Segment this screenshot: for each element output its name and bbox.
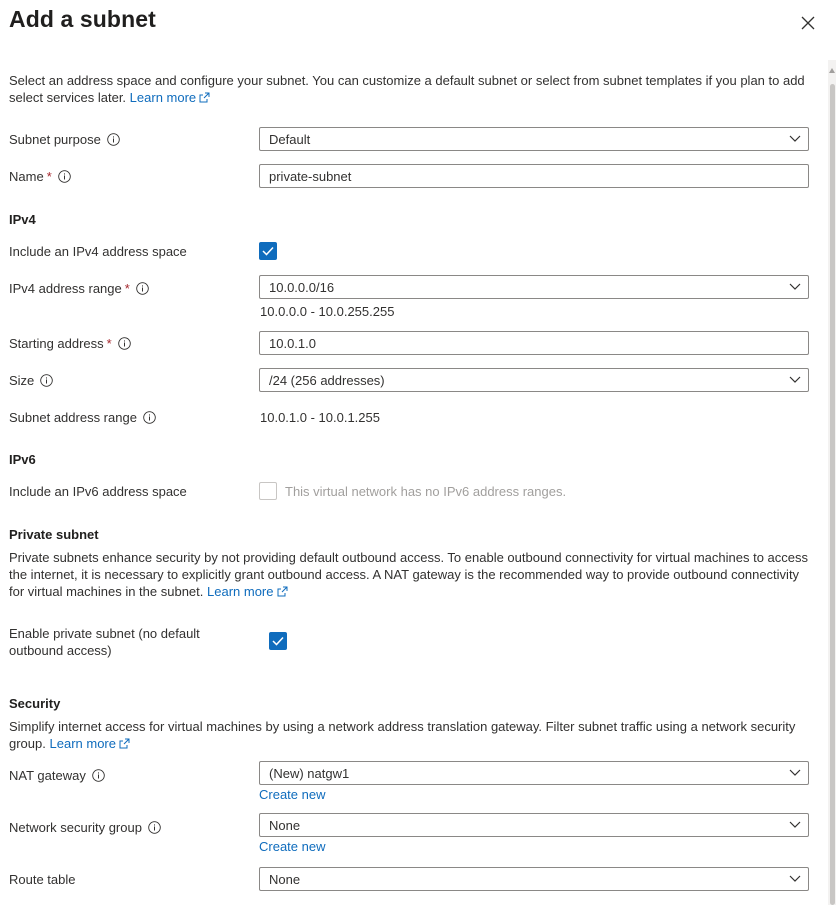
nat-gateway-value: (New) natgw1 xyxy=(269,765,350,781)
subnet-address-range-label-text: Subnet address range xyxy=(9,410,137,425)
include-ipv6-checkbox xyxy=(259,482,277,500)
checkmark-icon xyxy=(272,636,284,646)
starting-address-label-text: Starting address xyxy=(9,336,104,351)
subnet-purpose-label xyxy=(9,131,120,148)
private-subnet-learn-more-link[interactable] xyxy=(207,584,287,599)
info-icon[interactable] xyxy=(143,411,156,424)
chevron-down-icon xyxy=(789,769,801,777)
enable-private-subnet-label xyxy=(9,625,224,659)
include-ipv4-label-text: Include an IPv4 address space xyxy=(9,244,187,259)
nat-gateway-label xyxy=(9,767,105,784)
info-icon[interactable] xyxy=(40,374,53,387)
required-marker: * xyxy=(124,281,130,296)
ipv4-range-hint: 10.0.0.0 - 10.0.255.255 xyxy=(260,304,395,319)
intro-text: Select an address space and configure your subnet. You can customize a default subnet or select from subnet templates if you plan to add select services later. xyxy=(9,73,805,105)
nsg-create-new-link[interactable]: Create new xyxy=(259,839,326,854)
nat-create-new-link[interactable]: Create new xyxy=(259,787,326,802)
size-label-text: Size xyxy=(9,373,35,388)
ipv6-disabled-text: This virtual network has no IPv6 address ranges. xyxy=(285,484,567,499)
include-ipv4-checkbox[interactable] xyxy=(259,242,277,260)
route-table-dropdown[interactable] xyxy=(259,867,809,891)
private-subnet-heading: Private subnet xyxy=(9,527,99,542)
security-heading: Security xyxy=(9,696,61,711)
enable-private-subnet-checkbox[interactable] xyxy=(269,632,287,650)
subnet-address-range-value: 10.0.1.0 - 10.0.1.255 xyxy=(260,410,380,425)
name-label xyxy=(9,168,71,185)
close-icon xyxy=(801,16,815,30)
starting-address-input[interactable] xyxy=(259,331,809,355)
subnet-purpose-dropdown[interactable] xyxy=(259,127,809,151)
route-table-label-text: Route table xyxy=(9,872,76,887)
starting-address-value: 10.0.1.0 xyxy=(269,335,316,351)
ipv4-heading: IPv4 xyxy=(9,212,36,227)
ipv4-range-dropdown[interactable] xyxy=(259,275,809,299)
nat-gateway-dropdown[interactable] xyxy=(259,761,809,785)
info-icon[interactable] xyxy=(107,133,120,146)
intro-paragraph xyxy=(9,72,809,106)
name-value: private-subnet xyxy=(269,168,352,184)
scrollbar-thumb[interactable] xyxy=(830,84,835,905)
info-icon[interactable] xyxy=(136,282,149,295)
intro-learn-more-link[interactable] xyxy=(130,90,210,105)
include-ipv6-label-text: Include an IPv6 address space xyxy=(9,484,187,499)
size-dropdown[interactable] xyxy=(259,368,809,392)
size-value: /24 (256 addresses) xyxy=(269,372,385,388)
scroll-up-arrow[interactable] xyxy=(829,68,835,73)
enable-private-subnet-label-text: Enable private subnet (no default outbound access) xyxy=(9,626,200,658)
chevron-down-icon xyxy=(789,875,801,883)
info-icon[interactable] xyxy=(58,170,71,183)
nsg-label xyxy=(9,819,161,836)
route-table-value: None xyxy=(269,871,301,887)
security-description: Simplify internet access for virtual machines by using a network address translation gateway. Filter subnet traffic using a network security group. xyxy=(9,719,796,751)
starting-address-label xyxy=(9,335,131,352)
ipv4-range-label xyxy=(9,280,149,297)
info-icon[interactable] xyxy=(92,769,105,782)
nat-gateway-label-text: NAT gateway xyxy=(9,768,86,783)
ipv6-heading: IPv6 xyxy=(9,452,36,467)
ipv4-range-value: 10.0.0.0/16 xyxy=(269,279,335,295)
private-subnet-description: Private subnets enhance security by not providing default outbound access. To enable outbound connectivity for virtual machines to access the internet, it is necessary to explicitly grant outbound access. A NAT gateway is the recommended way to provide outbound connectivity for virtual machines in the subnet. xyxy=(9,550,809,599)
name-input[interactable] xyxy=(259,164,809,188)
private-subnet-paragraph xyxy=(9,549,817,600)
chevron-down-icon xyxy=(789,135,801,143)
route-table-label xyxy=(9,871,76,888)
required-marker: * xyxy=(46,169,52,184)
checkmark-icon xyxy=(262,246,274,256)
nsg-label-text: Network security group xyxy=(9,820,142,835)
security-learn-more-link[interactable] xyxy=(50,736,130,751)
name-label-text: Name xyxy=(9,169,44,184)
panel-title: Add a subnet xyxy=(9,6,156,32)
info-icon[interactable] xyxy=(118,337,131,350)
required-marker: * xyxy=(106,336,112,351)
chevron-down-icon xyxy=(789,376,801,384)
nsg-dropdown[interactable] xyxy=(259,813,809,837)
security-learn-more-label: Learn more xyxy=(49,736,116,751)
subnet-address-range-label xyxy=(9,409,156,426)
nsg-value: None xyxy=(269,817,301,833)
size-label xyxy=(9,372,53,389)
external-link-icon xyxy=(119,738,130,749)
include-ipv6-label xyxy=(9,483,187,500)
chevron-down-icon xyxy=(789,821,801,829)
close-button[interactable] xyxy=(796,11,820,35)
subnet-purpose-value: Default xyxy=(269,131,311,147)
chevron-down-icon xyxy=(789,283,801,291)
ipv4-range-label-text: IPv4 address range xyxy=(9,281,122,296)
include-ipv4-label xyxy=(9,243,187,260)
private-subnet-learn-more-label: Learn more xyxy=(207,584,274,599)
info-icon[interactable] xyxy=(148,821,161,834)
subnet-purpose-label-text: Subnet purpose xyxy=(9,132,101,147)
intro-learn-more-label: Learn more xyxy=(129,90,197,105)
external-link-icon xyxy=(199,92,210,103)
external-link-icon xyxy=(277,586,288,597)
security-paragraph xyxy=(9,718,809,752)
